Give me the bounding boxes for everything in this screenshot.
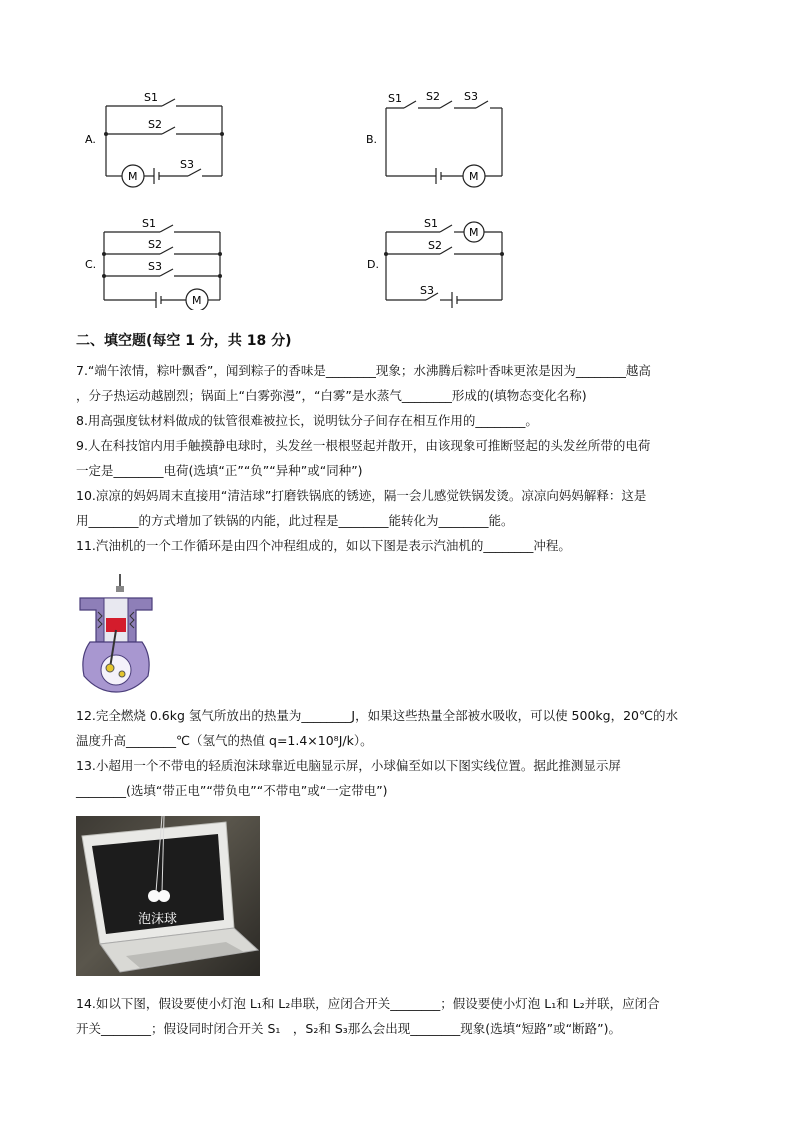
question-9-line-1: 9.人在科技馆内用手触摸静电球时，头发丝一根根竖起并散开，由该现象可推断竖起的头发丝所带的电荷 [76, 438, 651, 453]
circuit-a [80, 88, 240, 188]
question-12-line-1: 12.完全燃烧 0.6kg 氢气所放出的热量为________J，如果这些热量全部被水吸收，可以使 500kg，20℃的水 [76, 708, 679, 723]
foam-ball-label: 泡沫球 [138, 912, 178, 927]
circuit-c-label: C. [85, 258, 97, 271]
question-10-line-2: 用________的方式增加了铁锅的内能，此过程是________能转化为________能。 [76, 513, 514, 528]
circuit-c-s3: S3 [148, 260, 162, 273]
circuit-b-label: B. [366, 133, 378, 146]
question-9-line-2: 一定是________电荷(选填“正”“负”“异种”或“同种”) [76, 463, 363, 478]
circuit-c [80, 210, 240, 310]
circuit-c-s1: S1 [142, 217, 156, 230]
circuit-a-s1: S1 [144, 91, 158, 104]
section-title: 二、填空题(每空 1 分，共 18 分) [76, 333, 292, 349]
question-7-line-1: 7.“端午浓情，粽叶飘香”，闻到粽子的香味是________现象；水沸腾后粽叶香味更浓是因为________越高 [76, 363, 651, 378]
engine-diagram [76, 572, 156, 694]
circuit-b-motor: M [469, 170, 479, 183]
question-12-line-2: 温度升高________℃（氢气的热值 q=1.4×10⁸J/k）。 [76, 733, 373, 748]
circuit-b-s2: S2 [426, 90, 440, 103]
circuit-c-s2: S2 [148, 238, 162, 251]
question-8: 8.用高强度钛材料做成的钛管很难被拉长，说明钛分子间存在相互作用的________。 [76, 413, 538, 428]
question-7-line-2: ，分子热运动越剧烈；锅面上“白雾弥漫”，“白雾”是水蒸气________形成的(填物态变化名称) [76, 388, 587, 403]
question-13-line-1: 13.小超用一个不带电的轻质泡沫球靠近电脑显示屏，小球偏至如以下图实线位置。据此推测显示屏 [76, 758, 621, 773]
circuit-d [364, 212, 524, 312]
circuit-b-s3: S3 [464, 90, 478, 103]
circuit-d-motor: M [469, 226, 479, 239]
circuit-c-motor: M [192, 294, 202, 307]
circuit-a-s3: S3 [180, 158, 194, 171]
circuit-a-motor: M [128, 170, 138, 183]
question-14-line-1: 14.如以下图，假设要使小灯泡 L₁和 L₂串联，应闭合开关________；假设要使小灯泡 L₁和 L₂并联，应闭合 [76, 996, 660, 1011]
circuit-a-label: A. [85, 133, 96, 146]
question-11: 11.汽油机的一个工作循环是由四个冲程组成的，如以下图是表示汽油机的________冲程。 [76, 538, 571, 553]
circuit-d-s1: S1 [424, 217, 438, 230]
question-13-line-2: ________(选填“带正电”“带负电”“不带电”或“一定带电”) [76, 783, 388, 798]
circuit-d-label: D. [367, 258, 379, 271]
circuit-d-s3: S3 [420, 284, 434, 297]
question-14-line-2: 开关________；假设同时闭合开关 S₁ ，S₂和 S₃那么会出现________现象(选填“短路”或“断路”)。 [76, 1021, 621, 1036]
question-10-line-1: 10.凉凉的妈妈周末直接用“清洁球”打磨铁锅底的锈迹，隔一会儿感觉铁锅发烫。凉凉向妈妈解释：这是 [76, 488, 647, 503]
circuit-a-s2: S2 [148, 118, 162, 131]
circuit-b [364, 88, 524, 188]
laptop-photo [76, 816, 260, 976]
circuit-b-s1: S1 [388, 92, 402, 105]
circuit-d-s2: S2 [428, 239, 442, 252]
